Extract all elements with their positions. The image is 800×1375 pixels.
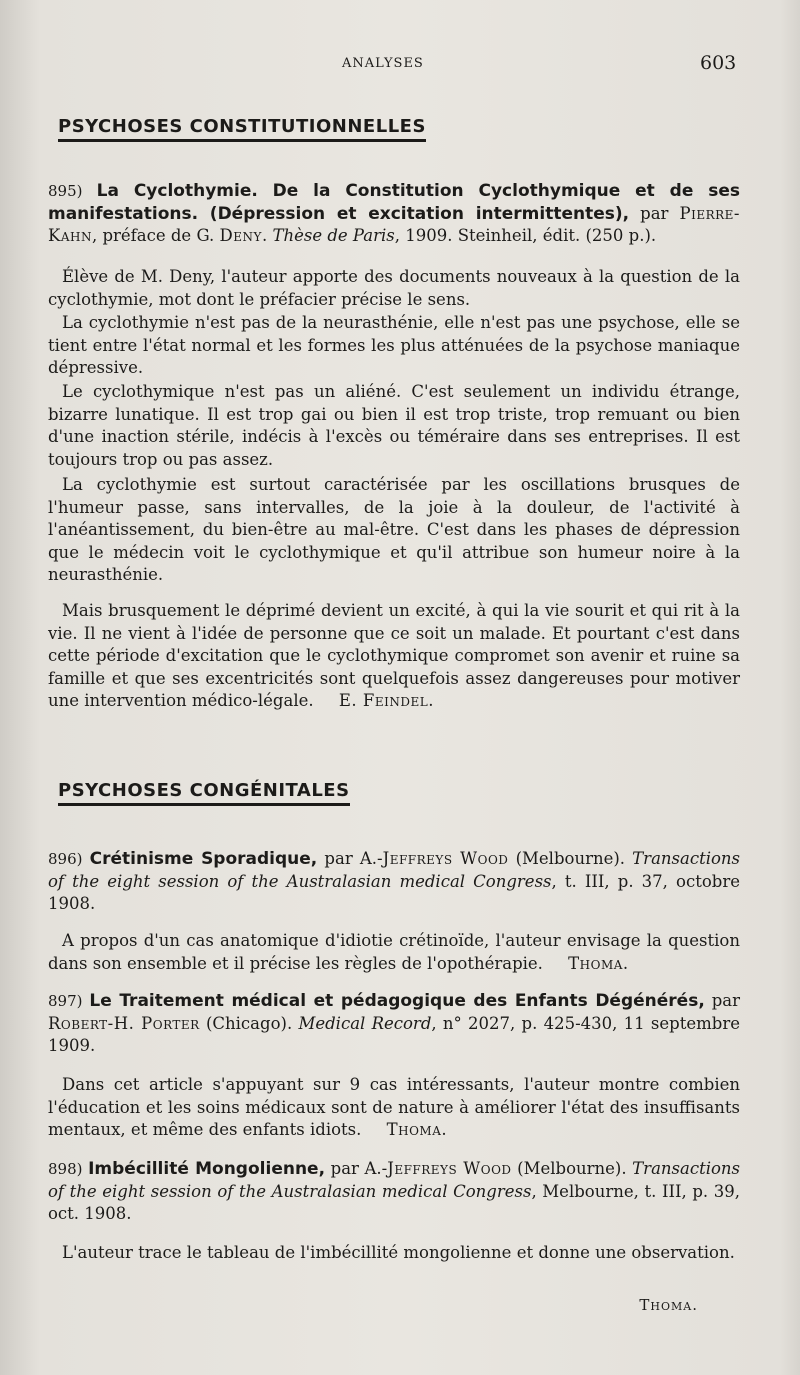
entry-sep: . — [261, 226, 273, 245]
running-head — [0, 52, 800, 76]
running-title: ANALYSES — [342, 56, 424, 71]
entry-898-body: L'auteur trace le tableau de l'imbécillité mongolienne et donne une observation. — [62, 1243, 735, 1262]
entry-body-text: Dans cet article s'appuyant sur 9 cas intéressants, l'auteur montre combien l'éducation et les soins médicaux sont de nature à améliorer l'état des insuffisants mentaux, et même des enfants idiots. — [48, 1075, 740, 1139]
entry-author: Robert-H. Porter — [48, 1013, 200, 1033]
entry-897 — [48, 990, 740, 1058]
section-heading-congenitales: PSYCHOSES CONGÉNITALES — [58, 780, 350, 806]
entry-by: par A.- — [317, 849, 383, 868]
entry-by: par A.- — [325, 1159, 388, 1178]
section-heading-constitutionnelles: PSYCHOSES CONSTITUTIONNELLES — [58, 116, 426, 142]
entry-title: Crétinisme Sporadique, — [89, 849, 318, 869]
entry-mid: , préface de G. — [91, 226, 220, 245]
entry-896-body — [48, 930, 740, 975]
entry-pub: , n° 2027, p. 425-430, 11 septembre 1909. — [48, 1013, 740, 1055]
entry-author: Pierre-Kahn — [48, 203, 740, 245]
signature-thoma: Thoma. — [568, 953, 629, 973]
entry-898 — [48, 1158, 740, 1226]
signature-thoma: Thoma. — [639, 1296, 698, 1314]
paragraph-3: Le cyclothymique n'est pas un aliéné. C'est seulement un individu étrange, bizarre lunatique. Il est trop gai ou bien il est trop triste, trop remuant ou bien d'une inaction stérile, indécis à l'excès ou téméraire dans ses entreprises. Il est toujours trop ou pas assez. — [48, 382, 740, 469]
entry-pub: , Melbourne, t. III, p. 39, oct. 1908. — [48, 1181, 740, 1223]
entry-number: 896) — [48, 850, 83, 868]
entry-author: Jeffreys Wood — [387, 1159, 512, 1178]
entry-895 — [48, 180, 740, 248]
entry-body-text: A propos d'un cas anatomique d'idiotie crétinoïde, l'auteur envisage la question dans son ensemble et il précise les règles de l'opothérapie. — [48, 931, 740, 973]
entry-by: par — [704, 991, 740, 1010]
entry-title: La Cyclothymie. De la Constitution Cyclothymique et de ses manifestations. (Dépression et excitation intermittentes), — [48, 181, 740, 224]
entry-pub: , t. III, p. 37, octobre 1908. — [48, 871, 740, 913]
entry-number: 895) — [48, 182, 83, 200]
paragraph-1: Élève de M. Deny, l'auteur apporte des documents nouveaux à la question de la cyclothymie, mot dont le préfacier précise le sens. — [48, 267, 740, 309]
entry-journal: Transactions of the eight session of the Australasian medical Congress — [48, 849, 741, 891]
entry-number: 898) — [48, 1160, 83, 1178]
entry-author: Jeffreys Wood — [382, 849, 509, 868]
paragraph-5 — [48, 600, 740, 713]
entry-title: Imbécillité Mongolienne, — [88, 1159, 326, 1179]
entry-place: (Chicago). — [199, 1013, 299, 1033]
entry-preface-author: Deny — [219, 226, 262, 245]
signature-thoma: Thoma. — [386, 1120, 448, 1139]
signature-feindel: E. Feindel. — [338, 691, 434, 710]
entry-journal: Transactions of the eight session of the Australasian medical Congress — [48, 1159, 741, 1201]
entry-thesis: Thèse de Paris — [272, 226, 395, 245]
entry-place: (Melbourne). — [511, 1159, 633, 1178]
entry-journal: Medical Record — [298, 1013, 432, 1033]
paragraph-4: La cyclothymie est surtout caractérisée par les oscillations brusques de l'humeur passe, sans intervalles, de la joie à la douleur, de l'activité à l'anéantissement, du bien-être au mal-être. C'est dans les phases de dépression que le médecin voit le cyclothymique et qu'il attribue son humeur noire à la neurasthénie. — [48, 475, 740, 584]
paragraph-2: La cyclothymie n'est pas de la neurasthénie, elle n'est pas une psychose, elle se tient entre l'état normal et les formes les plus atténuées de la psychose maniaque dépressive. — [48, 313, 740, 377]
entry-896 — [48, 848, 740, 916]
page-number: 603 — [700, 52, 737, 74]
entry-title: Le Traitement médical et pédagogique des Enfants Dégénérés, — [89, 991, 705, 1011]
entry-number: 897) — [48, 992, 83, 1010]
entry-by: par — [629, 203, 680, 223]
entry-place: (Melbourne). — [508, 849, 633, 868]
entry-897-body — [48, 1074, 740, 1142]
entry-pub: , 1909. Steinheil, édit. (250 p.). — [394, 226, 657, 245]
paragraph-5-text: Mais brusquement le déprimé devient un excité, à qui la vie sourit et qui rit à la vie. Il ne vient à l'idée de personne que ce soit un malade. Et pourtant c'est dans cette période d'excitation que le cyclothymique compromet son avenir et ruine sa famille et que ses excentricités sont quelquefois assez dangereuses pour motiver une intervention médico-légale. — [48, 601, 740, 710]
